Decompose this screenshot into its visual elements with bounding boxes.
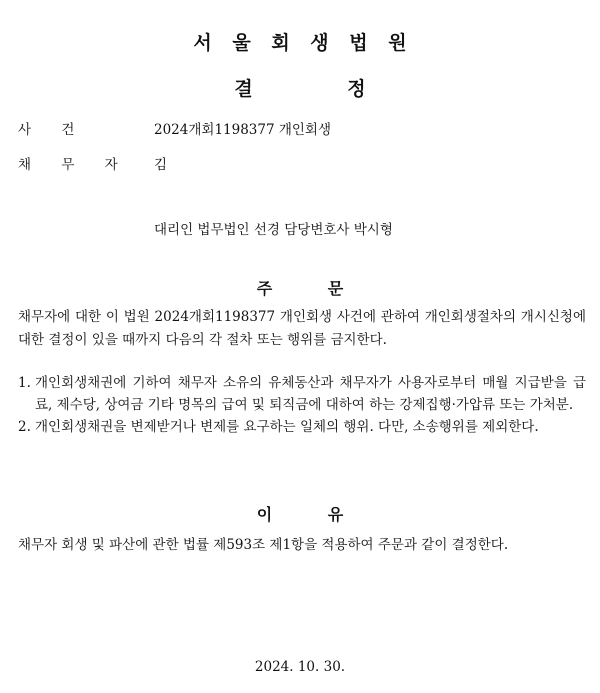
- order-item: [18, 372, 586, 416]
- order-heading: 주 문: [256, 279, 344, 298]
- order-items-list: [18, 372, 586, 438]
- order-item-text: 개인회생채권을 변제받거나 변제를 요구하는 일체의 행위. 다만, 소송행위를 제외한다.: [35, 419, 539, 435]
- order-item: [18, 416, 586, 438]
- order-item-number: 1.: [18, 375, 31, 391]
- decision-date: 2024. 10. 30.: [254, 659, 346, 675]
- court-name: 서 울 회 생 법 원: [193, 32, 407, 54]
- order-item-text: 개인회생채권에 기하여 채무자 소유의 유체동산과 채무자가 사용자로부터 매월 지급받을 급료, 제수당, 상여금 기타 명목의 급여 및 퇴직금에 대하여 하는 강제집행·가압류 또는 가처분.: [35, 375, 586, 413]
- reason-heading: 이 유: [256, 505, 344, 524]
- case-label: 사 건: [18, 122, 75, 138]
- order-intro-paragraph: 채무자에 대한 이 법원 2024개회1198377 개인회생 사건에 관하여 개인회생절차의 개시신청에 대한 결정이 있을 때까지 다음의 각 절차 또는 행위를 금지한다.: [18, 309, 586, 348]
- representative-line: 대리인 법무법인 선경 담당변호사 박시형: [154, 222, 393, 238]
- debtor-label: 채 무 자: [18, 157, 118, 173]
- order-item-number: 2.: [18, 419, 31, 435]
- document-title: 결 정: [234, 78, 366, 100]
- debtor-value: 김: [154, 157, 168, 173]
- reason-paragraph: 채무자 회생 및 파산에 관한 법률 제593조 제1항을 적용하여 주문과 같이 결정한다.: [18, 537, 509, 553]
- case-value: 2024개회1198377 개인회생: [154, 122, 332, 138]
